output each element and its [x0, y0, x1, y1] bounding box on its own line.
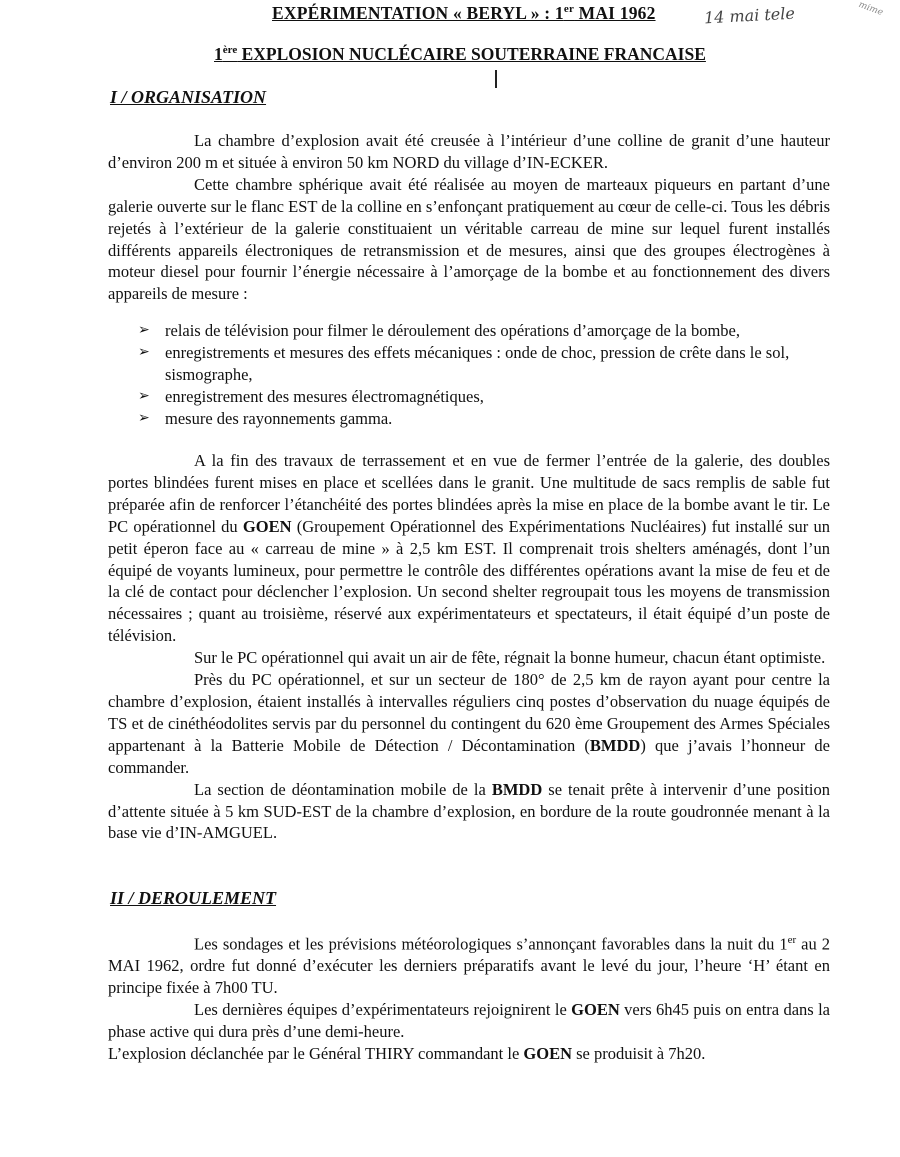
paragraph	[108, 999, 830, 1043]
superscript: er	[787, 934, 797, 946]
text-run: au 2 MAI 1962, ordre fut donné d’exécuter les derniers préparatifs avant le levé du jour, l’heure ‘H’ étant en principe fixée à 7h00 TU.	[108, 934, 831, 998]
handwritten-note: 14 mai tele	[703, 3, 796, 28]
list-item	[138, 386, 830, 408]
title-superscript: er	[563, 3, 575, 16]
text-run: ) que j’avais l’honneur de commander.	[108, 735, 830, 777]
text-run: A la fin des travaux de terrassement et en vue de fermer l’entrée de la galerie, des doubles portes blindées furent mises en place et scellées dans le granit. Une multitude de sacs remplis de sable fut préparée afin de renforcer l’étanchéité des portes blindées après la mise en place de la bombe avant le tir. Le PC opérationnel du	[108, 451, 830, 536]
text-run: L’explosion déclanchée par le Général THIRY commandant le	[108, 1044, 524, 1064]
paragraph: Sur le PC opérationnel qui avait un air de fête, régnait la bonne humeur, chacun étant optimiste.	[194, 648, 826, 668]
paragraph: La chambre d’explosion avait été creusée à l’intérieur d’une colline de granit d’une hauteur d’environ 200 m et située à environ 50 km NORD du village d’IN-ECKER.	[108, 131, 830, 172]
list-item-text: mesure des rayonnements gamma.	[165, 409, 393, 428]
acronym-bmdd: BMDD	[589, 735, 641, 755]
acronym-goen: GOEN	[571, 1000, 620, 1020]
pen-mark	[495, 70, 497, 88]
acronym-goen: GOEN	[523, 1044, 573, 1064]
arrow-bullet-icon: ➢	[138, 411, 150, 426]
text-run: Près du PC opérationnel, et sur un secteur de 180° de 2,5 km de rayon ayant pour centre la chambre d’explosion, étaient installés à intervalles réguliers cinq postes d’observation du nuage équipés de TS et de cinéthéodolites servis par du personnel du contingent du 620 ème Groupement des Armes Spéciales appartenant à la Batterie Mobile de Détection / Décontamination (	[108, 670, 830, 755]
subtitle-text: EXPLOSION NUCLÉCAIRE SOUTERRAINE FRANCAISE	[237, 44, 706, 64]
handwritten-corner-mark: mime	[857, 0, 885, 19]
acronym-goen: GOEN	[242, 516, 292, 536]
arrow-bullet-icon: ➢	[138, 323, 150, 338]
text-run: La section de déontamination mobile de la	[194, 779, 492, 799]
list-item-text: enregistrements et mesures des effets mécaniques : onde de choc, pression de crête dans le sol, sismographe,	[165, 343, 790, 384]
arrow-bullet-icon: ➢	[138, 345, 150, 360]
paragraph: Cette chambre sphérique avait été réalisée au moyen de marteaux piqueurs en partant d’une galerie ouverte sur le flanc EST de la colline en s’enfonçant pratiquement au cœur de celle-ci. Tous les débris rejetés à l’extérieur de la galerie constituaient un véritable carreau de mine sur lequel furent installés différents appareils électroniques de retransmission et de mesures, ainsi que des groupes électrogènes à moteur diesel pour fournir l’énergie nécessaire à l’amorçage de la bombe et au fonctionnement des divers appareils de mesure :	[108, 174, 830, 304]
text-run: Les dernières équipes d’expérimentateurs rejoignirent le	[194, 1000, 572, 1020]
text-run: se tenait prête à intervenir d’une position d’attente située à 5 km SUD-EST de la chambre d’explosion, en bordure de la route goudronnée menant à la base vie d’IN-AMGUEL.	[108, 779, 830, 843]
paragraph	[108, 450, 830, 647]
text-run: Les sondages et les prévisions météorologiques s’annonçant favorables dans la nuit du 1	[194, 934, 788, 954]
paragraph	[108, 1043, 830, 1065]
paragraph	[108, 779, 830, 845]
arrow-bullet-icon: ➢	[138, 389, 150, 404]
equipment-list	[138, 320, 830, 430]
list-item	[138, 408, 830, 430]
subtitle-number: 1	[214, 44, 223, 64]
document-subtitle	[214, 44, 706, 65]
list-item	[138, 320, 830, 342]
paragraph	[108, 930, 830, 999]
section-heading-deroulement: II / DEROULEMENT	[110, 888, 277, 908]
acronym-bmdd: BMDD	[491, 779, 543, 799]
text-run: (Groupement Opérationnel des Expérimentations Nucléaires) fut installé sur un petit éperon face au « carreau de mine » à 2,5 km EST. Il comprenait trois shelters aménagés, dont l’un équipé de voyants lumineux, pour permettre le contrôle des différentes opérations avant la mise de feu et de la clé de contact pour déclencher l’explosion. Un second shelter regroupait tous les moyens de transmission nécessaires ; quant au troisième, réservé aux expérimentateurs et spectateurs, il était équipé d’un poste de télévision.	[108, 516, 830, 646]
paragraph	[108, 669, 830, 779]
deroulement-body	[108, 930, 830, 1065]
text-run: vers 6h45 puis on entra dans la phase active qui dura près d’une demi-heure.	[108, 1000, 830, 1042]
title-date: MAI 1962	[574, 3, 656, 23]
list-item-text: relais de télévision pour filmer le déroulement des opérations d’amorçage de la bombe,	[165, 321, 741, 340]
text-run: se produisit à 7h20.	[572, 1044, 706, 1064]
subtitle-superscript: ère	[222, 44, 238, 57]
title-text: EXPÉRIMENTATION « BERYL » : 1	[272, 3, 564, 23]
organisation-intro	[108, 130, 830, 305]
section-heading-organisation: I / ORGANISATION	[110, 87, 267, 107]
list-item-text: enregistrement des mesures électromagnétiques,	[165, 387, 484, 406]
list-item	[138, 342, 830, 386]
organisation-details	[108, 450, 830, 844]
document-title	[272, 3, 656, 24]
